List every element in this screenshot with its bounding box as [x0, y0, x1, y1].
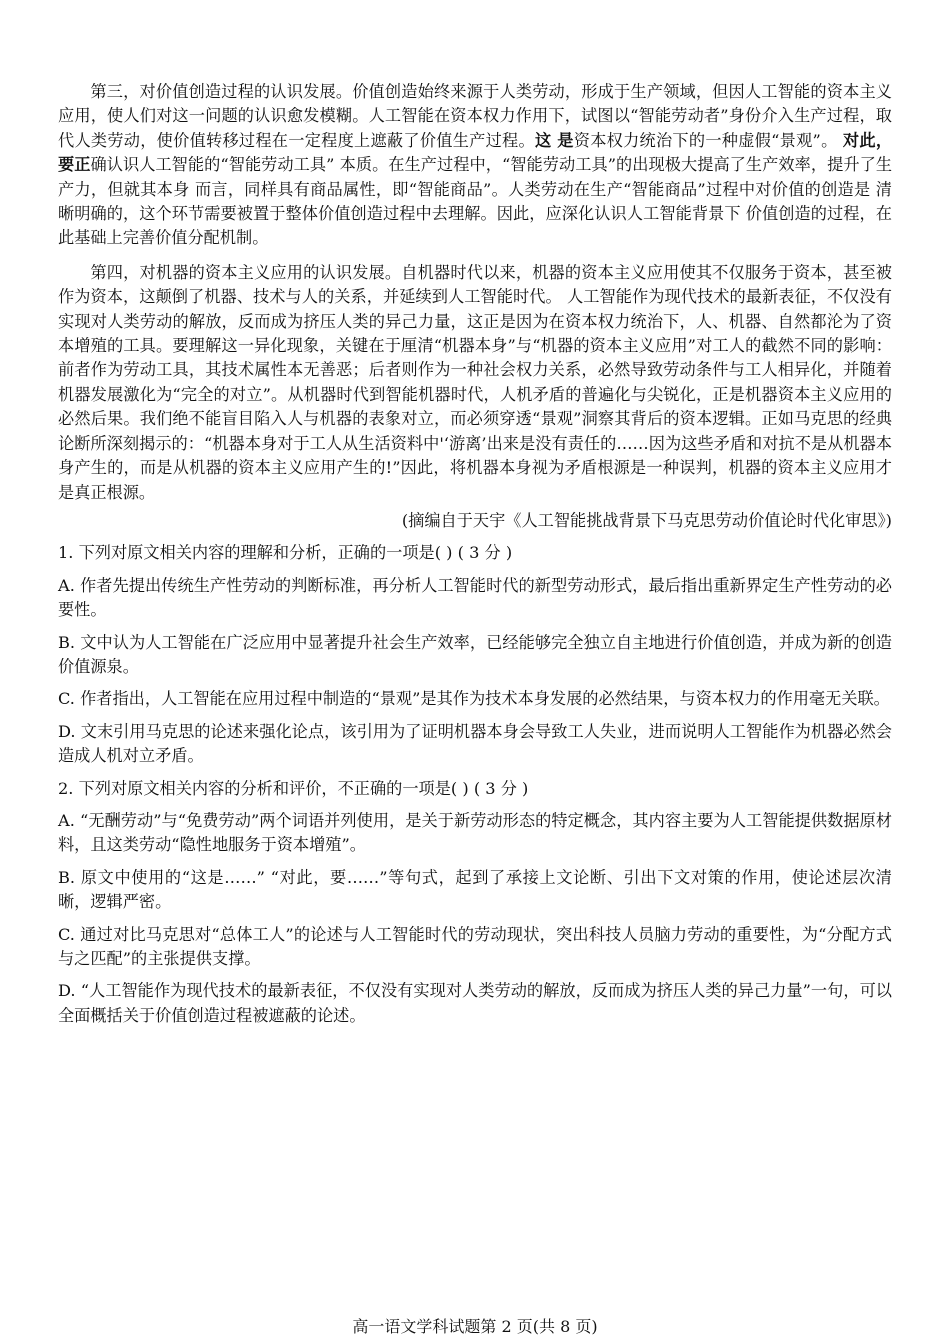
paragraph-text: 确认识人工智能的“智能劳动工具” 本质。在生产过程中，“智能劳动工具”的出现极大提高了生产效率，提升了生产力，但就其本身 而言，同样具有商品属性，即“智能商品”。人类劳动在生产“智能商品”过程中对价值的创造是 清晰明确的，这个环节需要被置于整体价值创造过程中去理解。因此，应深化认识人工智能背景下 价值创造的过程，在此基础上完善价值分配机制。: [58, 155, 893, 248]
question-2-option-c: C. 通过对比马克思对“总体工人”的论述与人工智能时代的劳动现状，突出科技人员脑力劳动的重要性，为“分配方式与之匹配”的主张提供支撑。: [58, 924, 892, 968]
passage-paragraph-3: [58, 80, 892, 251]
question-1-stem: 1. 下列对原文相关内容的理解和分析，正确的一项是( ) ( 3 分 ): [58, 543, 513, 563]
question-2-option-d: D. “人工智能作为现代技术的最新表征，不仅没有实现对人类劳动的解放，反而成为挤压人类的异己力量”一句，可以全面概括关于价值创造过程被遮蔽的论述。: [58, 981, 892, 1025]
question-2-option-b: B. 原文中使用的“这是……” “对此，要……”等句式，起到了承接上文论断、引出下文对策的作用，使论述层次清晰，逻辑严密。: [58, 867, 892, 912]
paragraph-text: 第三，对价值创造过程的认识发展。价值创造始终来源于人类劳动，形成于生产领域，但因人工智能的资本主义应用，使人们对这一问题的认识愈发模糊。人工智能在资本权力作用下，试图以“智能劳动者”身份介入生产过程，取代人类劳动，使价值转移过程在一定程度上遮蔽了价值生产过程。: [58, 82, 892, 150]
question-1-option-b: B. 文中认为人工智能在广泛应用中显著提升社会生产效率，已经能够完全独立自主地进行价值创造，并成为新的创造价值源泉。: [58, 632, 892, 676]
question-2-stem: 2. 下列对原文相关内容的分析和评价，不正确的一项是( ) ( 3 分 ): [58, 778, 529, 798]
question-1-option-d: D. 文末引用马克思的论述来强化论点，该引用为了证明机器本身会导致工人失业，进而说明人工智能作为机器必然会造成人机对立矛盾。: [58, 721, 892, 766]
bold-phrase: 这 是: [534, 130, 574, 150]
question-1-option-c: C. 作者指出，人工智能在应用过程中制造的“景观”是其作为技术本身发展的必然结果，与资本权力的作用毫无关联。: [58, 689, 890, 709]
question-2-option-a: A. “无酬劳动”与“免费劳动”两个词语并列使用，是关于新劳动形态的特定概念，其内容主要为人工智能提供数据原材料，且这类劳动“隐性地服务于资本增殖”。: [58, 810, 892, 855]
question-1-option-a: A. 作者先提出传统生产性劳动的判断标准，再分析人工智能时代的新型劳动形式，最后指出重新界定生产性劳动的必要性。: [58, 575, 892, 620]
exam-page: [58, 80, 892, 1036]
bold-phrase: 对此，要正: [58, 130, 893, 175]
page-footer: 高一语文学科试题第 2 页(共 8 页): [352, 1317, 598, 1336]
passage-paragraph-4: 第四，对机器的资本主义应用的认识发展。自机器时代以来，机器的资本主义应用使其不仅服务于资本，甚至被作为资本，这颠倒了机器、技术与人的关系，并延续到人工智能时代。 人工智能作为现代技术的最新表征，不仅没有实现对人类劳动的解放，反而成为挤压人类的异己力量，这正是因为在资本权力统治下，人、机器、自然都沦为了资本增殖的工具。要理解这一异化现象，关键在于厘清“机器本身”与“机器的资本主义应用”对工人的截然不同的影响：前者作为劳动工具，其技术属性本无善恶；后者则作为一种社会权力关系，必然导致劳动条件与工人相异化，并随着机器发展激化为“完全的对立”。从机器时代到智能机器时代，人机矛盾的普遍化与尖锐化，正是机器资本主义应用的必然后果。我们绝不能盲目陷入人与机器的表象对立，而必须穿透“景观”洞察其背后的资本逻辑。正如马克思的经典论断所深刻揭示的：“机器本身对于工人从生活资料中'‘游离’出来是没有责任的……因为这些矛盾和对抗不是从机器本身产生的，而是从机器的资本主义应用产生的!”因此，将机器本身视为矛盾根源是一种误判，机器的资本主义应用才是真正根源。: [58, 262, 892, 502]
paragraph-text: 资本权力统治下的一种虚假“景观”。: [573, 130, 843, 150]
passage-source: (摘编自于天宇《人工智能挑战背景下马克思劳动价值论时代化审思》): [401, 510, 892, 530]
